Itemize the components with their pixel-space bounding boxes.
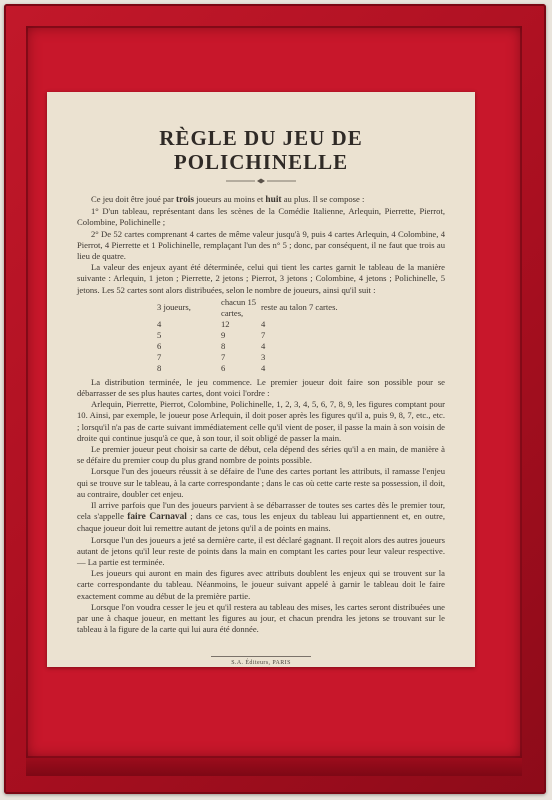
page-title: RÈGLE DU JEU DE POLICHINELLE [159,126,363,174]
rule-attributes: Lorsque l'un des joueurs réussit à se défaire de l'une des cartes portant les attributs, il ramasse l'enjeu qui se trouve sur le tableau, à la carte correspondante ; dans le cas où cette carte reste sa possession, il doit, au contraire, doubler cet enjeu. [77,466,445,499]
rule-component-cards: 2° De 52 cartes comprenant 4 cartes de même valeur jusqu'à 9, puis 4 cartes Arlequin, 4 Colombine, 4 Pierrot, 4 Pierrette et 1 Polichinelle, remplaçant l'un des n° 5 ; donc, par conséquent, il ne faut que trois au lieu de quatre. [77,228,445,262]
rule-winner: Lorsque l'un des joueurs a jeté sa dernière carte, il est déclaré gagnant. Il reçoit alors des autres joueurs autant de jetons qu'il leur reste de points dans la main en comptant les cartes pour leur valeur respective. — La partie est terminée. [77,534,445,568]
table-row: 8 6 4 [157,362,266,373]
rule-start: La distribution terminée, le jeu commence. Le premier joueur doit faire son possible pour se débarrasser de ses plus hautes cartes, dont voici l'ordre : [77,376,445,399]
publisher-imprint: S.A. Éditeurs, PARIS [231,659,291,666]
rules-sheet [47,92,475,667]
rule-end-game: Lorsque l'on voudra cesser le jeu et qu'il restera au tableau des mises, les cartes seront distribuées une par une à chaque joueur, en mettant les figures au jour, et chacun prendra les jetons se trouvant sur le tableau à la figure de la carte qui lui aura été donnée. [77,601,445,635]
distribution-table [157,297,351,374]
rule-carnaval: Il arrive parfois que l'un des joueurs parvient à se débarrasser de toutes ses cartes dès le premier tour, cela s'appelle faire Carnaval ; dans ce cas, tous les enjeux du tableau lui appartiennent et, en outre, chaque joueur doit lui remettre autant de jetons qu'il a de points en mains. [77,500,445,534]
footer-divider [211,656,311,657]
table-row: 7 7 3 [157,351,266,362]
table-row: 4 12 4 [157,318,266,329]
title-ornament-icon [226,178,296,184]
table-row: 6 8 4 [157,340,266,351]
rule-order: Arlequin, Pierrette, Pierrot, Colombine, Polichinelle, 1, 2, 3, 4, 5, 6, 7, 8, 9, les figures comptant pour 10. Ainsi, par exemple, le joueur pose Arlequin, il doit poser après les figures qu'il a, puis 9, 8, 7, etc., etc. ; lorsqu'il n'a pas de carte suivant immédiatement celle qu'il vient de poser, il passe la main à son voisin de droite qui continue jusqu'à ce que, à son tour, il soit obligé de passer la main. [77,399,445,443]
rule-stakes: La valeur des enjeux ayant été déterminée, celui qui tient les cartes garnit le tableau de la manière suivante : Arlequin, 1 jeton ; Pierrette, 2 jetons ; Pierrot, 3 jetons ; Colombine, 4 jetons ; Polichinelle, 5 jetons. Les 52 cartes sont alors distribuées, selon le nombre de joueurs, ainsi qu'il suit : [77,262,445,295]
table-row: 5 9 7 [157,329,266,340]
box-front-lip [26,758,522,776]
rule-double-stakes: Les joueurs qui auront en main des figures avec attributs doublent les enjeux qui se trouvent sur la carte correspondante du tableau. Néanmoins, le joueur suivant appelé à garnir le tableau doit le faire exactement comme au début de la première partie. [77,568,445,601]
table-row: 3 joueurs, chacun 15 cartes, reste au talon 7 cartes. [157,296,338,318]
rule-intro: Ce jeu doit être joué par trois joueurs au moins et huit au plus. Il se compose : [91,194,365,205]
rule-component-board: 1° D'un tableau, représentant dans les scènes de la Comédie Italienne, Arlequin, Pierrette, Pierrot, Colombine, Polichinelle ; [77,206,445,228]
rule-first-card: Le premier joueur peut choisir sa carte de début, cela dépend des séries qu'il a en main, de manière à se défaire du premier coup du plus grand nombre de points possible. [77,444,445,466]
